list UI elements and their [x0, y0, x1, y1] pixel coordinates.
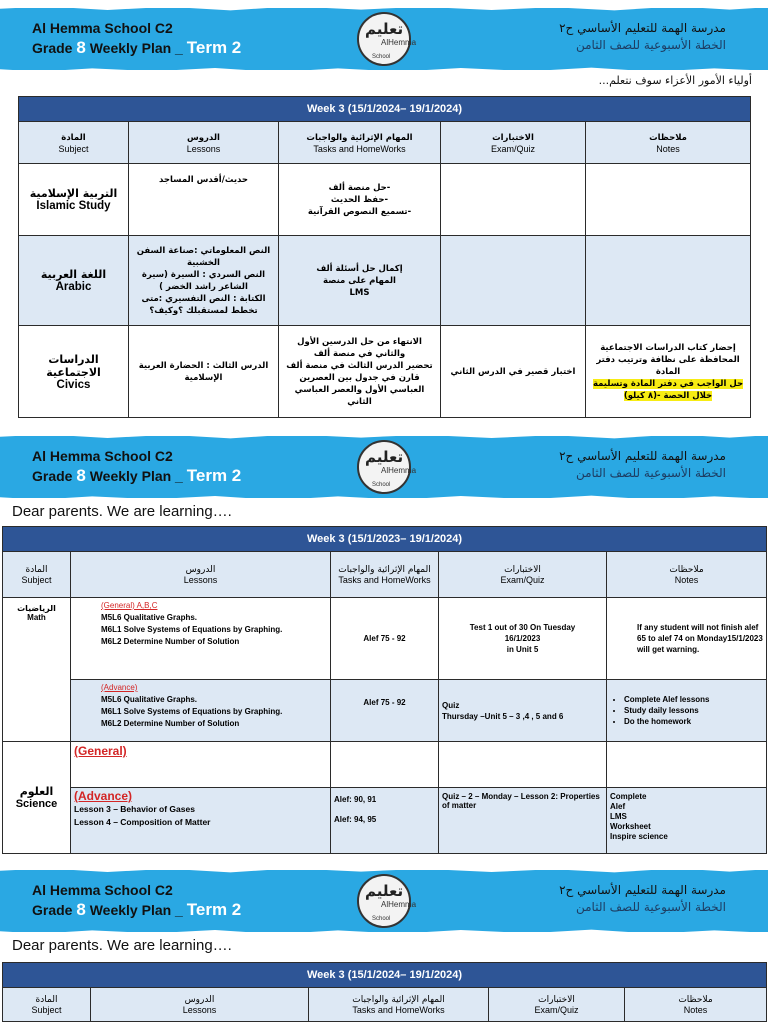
notes-cell: Complete Alef LMS Worksheet Inspire science — [607, 788, 767, 854]
weekly-plan-table-3 — [2, 962, 767, 1022]
header-notes: ملاحظات Notes — [586, 122, 751, 164]
notes-cell: • Complete Alef lessons • Study daily lessons • Do the homework — [607, 680, 767, 742]
lessons-cell: (Advance) M5L6 Qualitative Graphs. M6L1 Solve Systems of Equations by Graphing. M6L2 Determine Number of Solution — [71, 680, 331, 742]
lessons-cell: (Advance) Lesson 3 – Behavior of Gases Lesson 4 – Composition of Matter — [71, 788, 331, 854]
header-banner-3 — [0, 870, 768, 932]
lessons-cell: النص المعلوماتي :صناعة السفن الخشبية النص السردي : السيرة (سيرة الشاعر راشد الخضر ) الكتابة : النص التفسيري :متى تخطط لمستقبلك ؟وكيف؟ — [129, 236, 279, 326]
table-row — [3, 680, 767, 742]
subject-cell: الرياضيات Math — [3, 598, 71, 742]
intro-text: Dear parents. We are learning…. — [12, 503, 232, 520]
table-row — [19, 326, 751, 418]
notes-cell: إحضار كتاب الدراسات الاجتماعية المحافظة على نظافة وترتيب دفتر المادة حل الواجب في دفتر المادة وتسليمة خلال الحصة -(٨ كيلو) — [586, 326, 751, 418]
weekly-plan-table-1 — [18, 96, 751, 418]
exam-cell: Test 1 out of 30 On Tuesday 16/1/2023 in Unit 5 — [439, 598, 607, 680]
header-tasks: المهام الإثرائية والواجبات Tasks and HomeWorks — [331, 552, 439, 598]
exam-cell — [439, 742, 607, 788]
subject-cell: التربية الإسلامية Islamic Study — [19, 164, 129, 236]
header-exam: الاختبارات Exam/Quiz — [441, 122, 586, 164]
school-logo: تعليم AlHemma School — [357, 440, 411, 494]
header-subject: المادة Subject — [3, 552, 71, 598]
exam-cell: اختبار قصير في الدرس الثاني — [441, 326, 586, 418]
header-lessons: الدروس Lessons — [91, 988, 309, 1022]
notes-cell — [586, 164, 751, 236]
exam-cell — [441, 164, 586, 236]
notes-cell: If any student will not finish alef 65 to alef 74 on Monday15/1/2023 will get warning. — [607, 598, 767, 680]
week-title: Week 3 (15/1/2024– 19/1/2024) — [19, 97, 751, 122]
header-lessons: الدروس Lessons — [129, 122, 279, 164]
table-row — [19, 236, 751, 326]
tasks-cell: Alef 75 - 92 — [331, 598, 439, 680]
header-tasks: المهام الإثرائية والواجبات Tasks and HomeWorks — [309, 988, 489, 1022]
tasks-cell: -حل منصة ألف -حفظ الحديث -تسميع النصوص القرآنية — [279, 164, 441, 236]
header-tasks: المهام الإثرائية والواجبات Tasks and HomeWorks — [279, 122, 441, 164]
school-title: Al Hemma School C2 Grade 8 Weekly Plan _ Term 2 — [32, 20, 242, 57]
notes-cell — [586, 236, 751, 326]
header-banner-2 — [0, 436, 768, 498]
table-row — [3, 598, 767, 680]
lessons-cell: (General) — [71, 742, 331, 788]
tasks-cell: الانتهاء من حل الدرسين الأول والثاني في منصة ألف تحضير الدرس الثالث في منصة ألف قارن في جدول بين العصرين العباسي الأول والعصر العباسي الثاني — [279, 326, 441, 418]
intro-text: Dear parents. We are learning…. — [12, 937, 232, 954]
header-exam: الاختبارات Exam/Quiz — [489, 988, 625, 1022]
school-title-arabic: مدرسة الهمة للتعليم الأساسي ح٢ الخطة الأسبوعية للصف الثامن — [559, 883, 726, 914]
table-row — [3, 788, 767, 854]
tasks-cell: Alef: 90, 91 Alef: 94, 95 — [331, 788, 439, 854]
header-subject: المادة Subject — [3, 988, 91, 1022]
exam-cell: Quiz Thursday –Unit 5 – 3 ,4 , 5 and 6 — [439, 680, 607, 742]
table-row — [3, 742, 767, 788]
notes-cell — [607, 742, 767, 788]
subject-cell: العلوم Science — [3, 742, 71, 854]
school-title-arabic: مدرسة الهمة للتعليم الأساسي ح٢ الخطة الأسبوعية للصف الثامن — [559, 21, 726, 52]
header-notes: ملاحظات Notes — [607, 552, 767, 598]
table-row — [19, 164, 751, 236]
school-title: Al Hemma School C2 Grade 8 Weekly Plan _ Term 2 — [32, 448, 242, 485]
subject-cell: الدراسات الاجتماعية Civics — [19, 326, 129, 418]
header-lessons: الدروس Lessons — [71, 552, 331, 598]
lessons-cell: الدرس الثالث : الحضارة العربية الإسلامية — [129, 326, 279, 418]
header-banner-1 — [0, 8, 768, 70]
lessons-cell: حديث/أقدس المساجد — [129, 164, 279, 236]
school-logo: تعليم AlHemma School — [357, 12, 411, 66]
tasks-cell: إكمال حل أسئلة ألف المهام على منصة LMS — [279, 236, 441, 326]
school-title: Al Hemma School C2 Grade 8 Weekly Plan _ Term 2 — [32, 882, 242, 919]
week-title: Week 3 (15/1/2024– 19/1/2024) — [3, 963, 767, 988]
subject-cell: اللغة العربية Arabic — [19, 236, 129, 326]
exam-cell: Quiz – 2 – Monday – Lesson 2: Properties of matter — [439, 788, 607, 854]
header-notes: ملاحظات Notes — [625, 988, 767, 1022]
exam-cell — [441, 236, 586, 326]
lessons-cell: (General) A,B,C M5L6 Qualitative Graphs. M6L1 Solve Systems of Equations by Graphing. M6L2 Determine Number of Solution — [71, 598, 331, 680]
header-exam: الاختبارات Exam/Quiz — [439, 552, 607, 598]
weekly-plan-table-2 — [2, 526, 767, 854]
school-title-arabic: مدرسة الهمة للتعليم الأساسي ح٢ الخطة الأسبوعية للصف الثامن — [559, 449, 726, 480]
intro-text: أولياء الأمور الأعزاء سوف نتعلم... — [598, 74, 752, 87]
tasks-cell: Alef 75 - 92 — [331, 680, 439, 742]
tasks-cell — [331, 742, 439, 788]
header-subject: المادة Subject — [19, 122, 129, 164]
school-logo: تعليم AlHemma School — [357, 874, 411, 928]
week-title: Week 3 (15/1/2023– 19/1/2024) — [3, 527, 767, 552]
